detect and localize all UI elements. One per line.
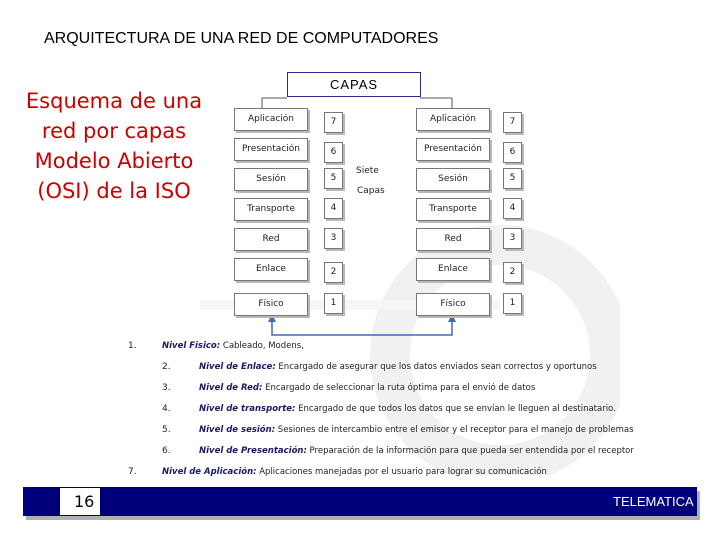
list-item: [199, 383, 535, 393]
left-num-2: 2: [324, 262, 343, 283]
footer-label: TELEMATICA: [613, 494, 694, 509]
left-layer-enlace: Enlace: [234, 258, 308, 281]
left-num-3: 3: [324, 228, 343, 249]
list-item-term: Nivel de Aplicación:: [162, 467, 257, 477]
list-item-desc: Encargado de seleccionar la ruta óptima para el envió de datos: [262, 383, 536, 393]
list-item-number: 7.: [128, 467, 137, 477]
left-num-6: 6: [324, 142, 343, 163]
list-item-number: 6.: [162, 446, 171, 456]
right-num-4: 4: [503, 198, 522, 219]
page-number: 16: [70, 492, 98, 511]
list-item-desc: Aplicaciones manejadas por el usuario para lograr su comunicación: [256, 467, 547, 477]
list-item: [199, 362, 597, 372]
list-item-number: 2.: [162, 362, 171, 372]
list-item: [162, 341, 304, 351]
list-item-desc: Encargado de que todos los datos que se envían le lleguen al destinatario.: [295, 404, 616, 414]
left-layer-presentacion: Presentación: [234, 138, 308, 161]
page-title: ARQUITECTURA DE UNA RED DE COMPUTADORES: [44, 30, 439, 47]
left-layer-transporte: Transporte: [234, 198, 308, 221]
right-layer-red: Red: [416, 228, 490, 251]
footer-bar: [23, 487, 697, 516]
capas-header: CAPAS: [287, 72, 421, 97]
left-layer-red: Red: [234, 228, 308, 251]
left-num-4: 4: [324, 198, 343, 219]
list-item-desc: Encargado de asegurar que los datos enviados sean correctos y oportunos: [275, 362, 597, 372]
left-layer-sesion: Sesión: [234, 168, 308, 191]
right-layer-presentacion: Presentación: [416, 138, 490, 161]
right-layer-enlace: Enlace: [416, 258, 490, 281]
list-item-term: Nivel de Enlace:: [199, 362, 276, 372]
list-item-number: 1.: [128, 341, 137, 351]
list-item-term: Nivel Fisico:: [162, 341, 221, 351]
list-item-term: Nivel de Presentación:: [199, 446, 307, 456]
right-layer-fisico: Físico: [416, 293, 490, 316]
list-item: [199, 425, 634, 435]
siete-label: Siete: [356, 166, 379, 176]
list-item-desc: Preparación de la información para que pueda ser entendida por el receptor: [306, 446, 634, 456]
right-layer-aplicacion: Aplicación: [416, 108, 490, 131]
left-layer-aplicacion: Aplicación: [234, 108, 308, 131]
list-item-term: Nivel de Red:: [199, 383, 263, 393]
right-num-1: 1: [503, 293, 522, 314]
list-item-number: 4.: [162, 404, 171, 414]
list-item-desc: Sesiones de intercambio entre el emisor y el receptor para el manejo de problemas: [275, 425, 634, 435]
list-item: [162, 467, 547, 477]
list-item-number: 5.: [162, 425, 171, 435]
right-num-2: 2: [503, 262, 522, 283]
right-num-7: 7: [503, 112, 522, 133]
list-item-term: Nivel de transporte:: [199, 404, 296, 414]
list-item-number: 3.: [162, 383, 171, 393]
heading-line-4: (OSI) de la ISO: [37, 179, 191, 203]
list-item: [199, 404, 616, 414]
capas-label: Capas: [357, 186, 385, 196]
left-layer-fisico: Físico: [234, 293, 308, 316]
right-num-5: 5: [503, 168, 522, 189]
heading-line-1: Esquema de una: [25, 89, 203, 113]
list-item-term: Nivel de sesión:: [199, 425, 276, 435]
left-num-5: 5: [324, 168, 343, 189]
list-item: [199, 446, 634, 456]
list-item-desc: Cableado, Modens,: [220, 341, 304, 351]
heading-line-3: Modelo Abierto: [34, 149, 194, 173]
left-num-7: 7: [324, 112, 343, 133]
right-num-3: 3: [503, 228, 522, 249]
heading-line-2: red por capas: [41, 119, 187, 143]
right-layer-transporte: Transporte: [416, 198, 490, 221]
right-num-6: 6: [503, 142, 522, 163]
right-layer-sesion: Sesión: [416, 168, 490, 191]
left-num-1: 1: [324, 293, 343, 314]
